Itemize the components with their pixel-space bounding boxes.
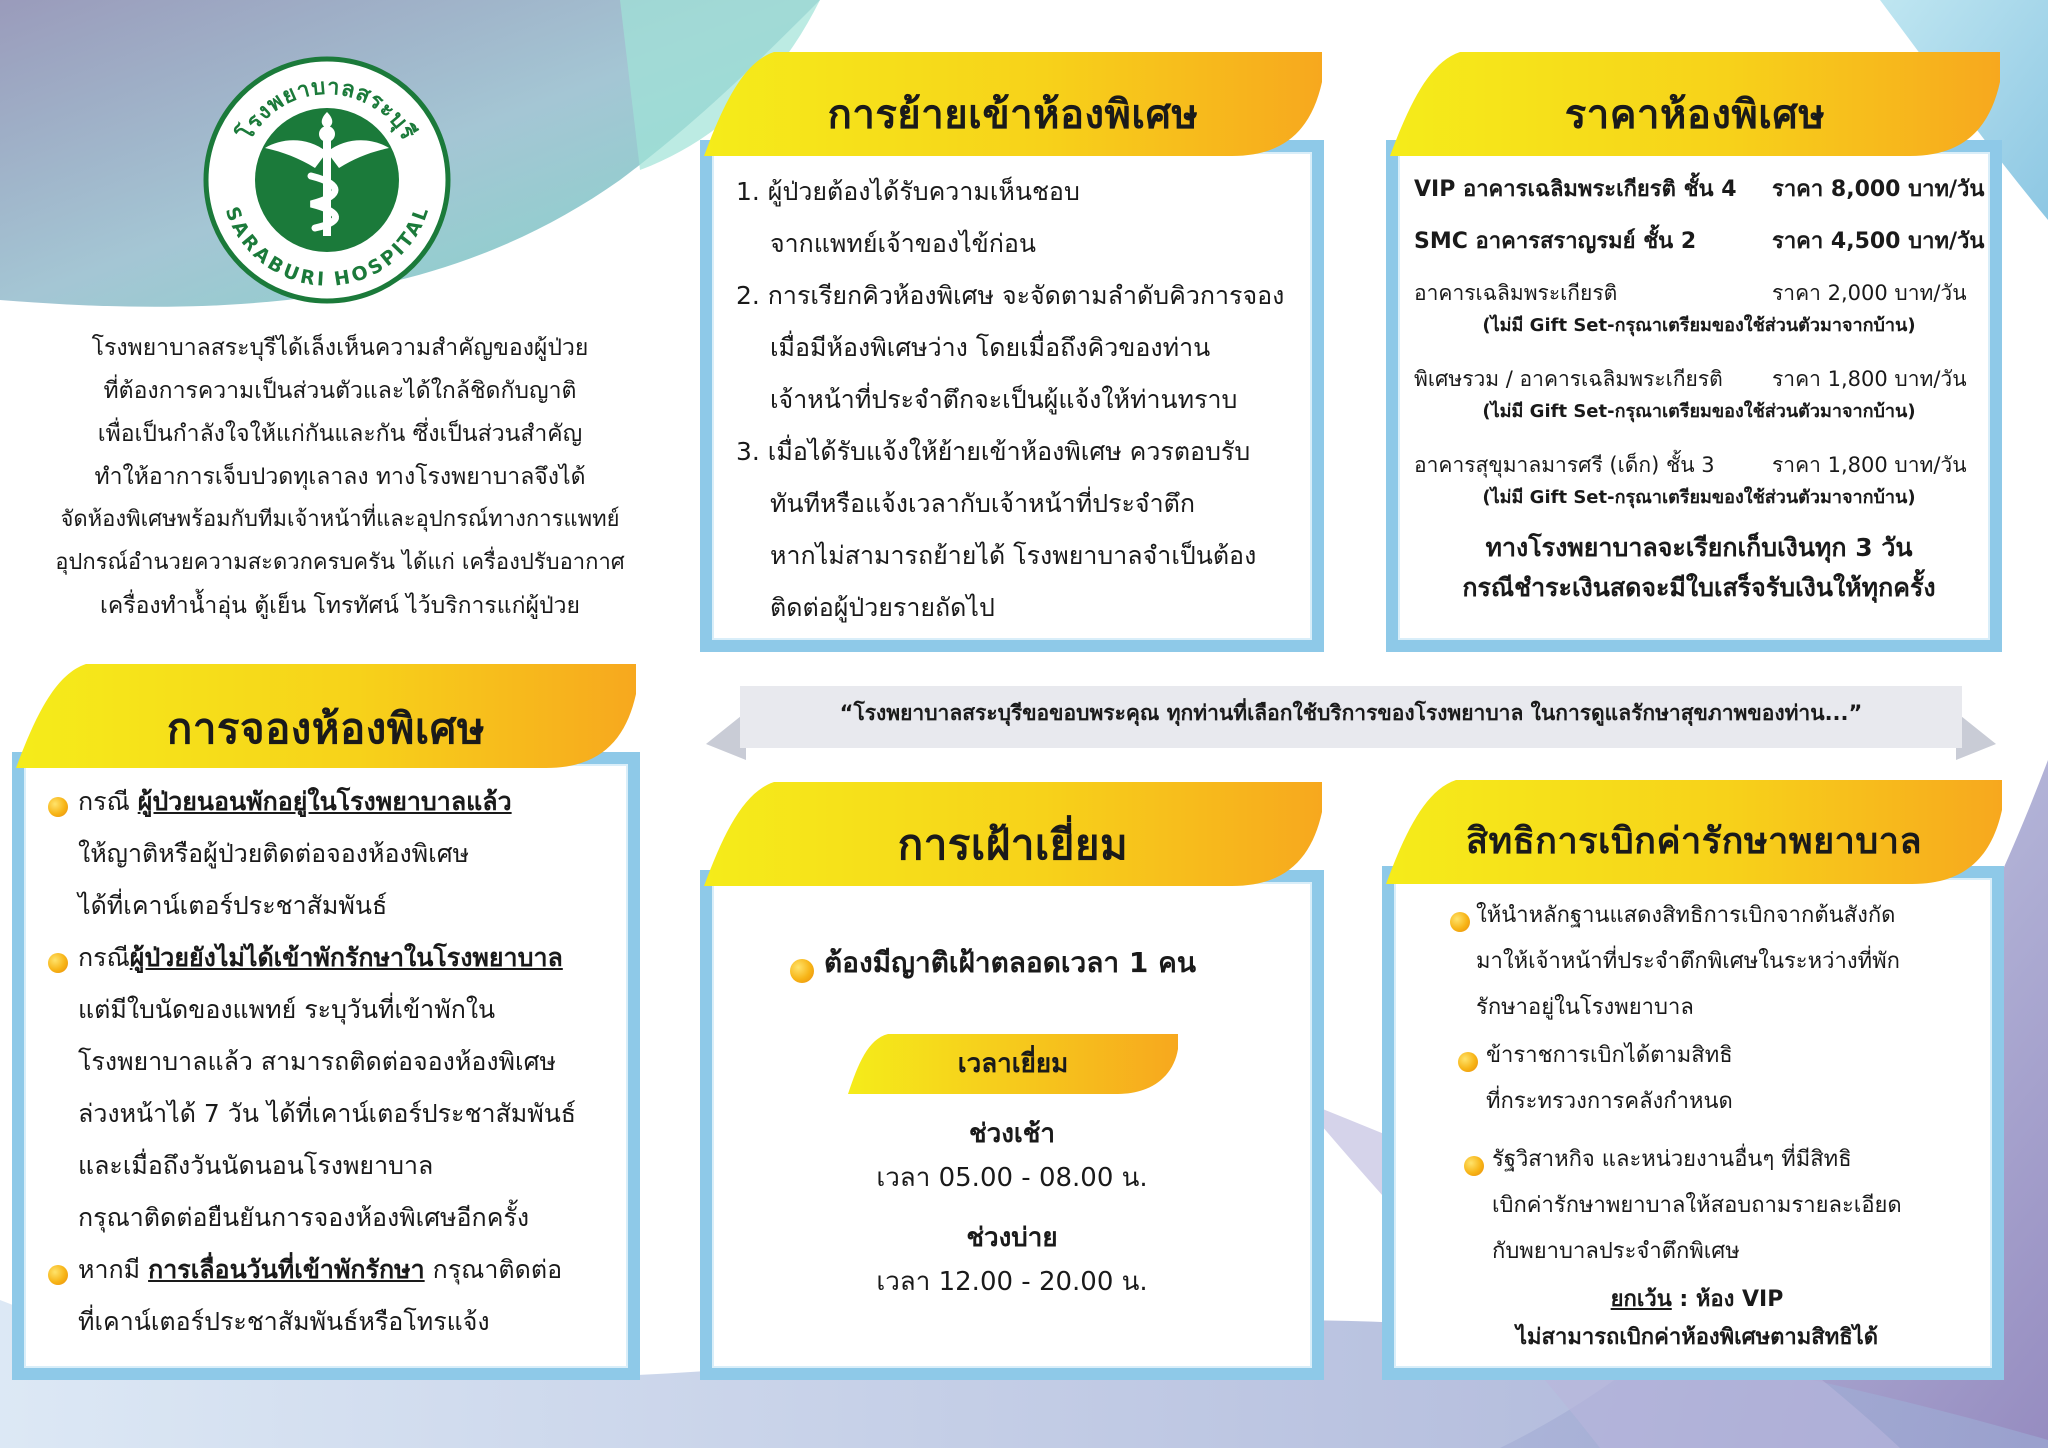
rights-line: ให้นำหลักฐานแสดงสิทธิการเบิกจากต้นสังกัด: [1476, 903, 1896, 928]
moving-line: ติดต่อผู้ป่วยรายถัดไป: [770, 593, 995, 622]
visit-morning-label: ช่วงเช้า: [968, 1119, 1056, 1149]
booking-item-2-emphasis: ผู้ป่วยยังไม่ได้เข้าพักรักษาในโรงพยาบาล: [129, 943, 563, 972]
rights-exception: ยกเว้น : ห้อง VIP: [1610, 1287, 1784, 1312]
moving-line: ทันทีหรือแจ้งเวลากับเจ้าหน้าที่ประจำตึก: [770, 489, 1195, 518]
price-row-price: ราคา 1,800 บาท/วัน: [1772, 367, 1967, 391]
booking-line: ที่เคาน์เตอร์ประชาสัมพันธ์หรือโทรแจ้ง: [78, 1307, 490, 1336]
visit-hours-label: เวลาเยี่ยม: [957, 1049, 1069, 1079]
booking-content: [40, 780, 630, 1340]
bullet-icon: [48, 953, 68, 973]
booking-line: โรงพยาบาลแล้ว สามารถติดต่อจองห้องพิเศษ: [78, 1047, 556, 1076]
rights-line: ข้าราชการเบิกได้ตามสิทธิ: [1486, 1043, 1733, 1068]
price-row-price: ราคา 1,800 บาท/วัน: [1772, 453, 1967, 477]
visit-title: การเฝ้าเยี่ยม: [897, 820, 1129, 869]
bullet-icon: [1458, 1052, 1478, 1072]
price-row-name: VIP อาคารเฉลิมพระเกียรติ ชั้น 4: [1414, 177, 1737, 202]
svg-text:SARABURI HOSPITAL: [221, 204, 434, 291]
moving-line: เจ้าหน้าที่ประจำตึกจะเป็นผู้แจ้งให้ท่านทราบ: [770, 385, 1238, 414]
thank-you-text: “โรงพยาบาลสระบุรีขอขอบพระคุณ ทุกท่านที่เลือกใช้บริการของโรงพยาบาล ในการดูแลรักษาสุขภาพของท่าน...”: [839, 701, 1863, 725]
price-row-price: ราคา 4,500 บาท/วัน: [1772, 229, 1985, 254]
visit-afternoon-label: ช่วงบ่าย: [966, 1223, 1058, 1253]
bullet-icon: [48, 797, 68, 817]
moving-line: เมื่อมีห้องพิเศษว่าง โดยเมื่อถึงคิวของท่าน: [770, 333, 1211, 362]
moving-line: จากแพทย์เจ้าของไข้ก่อน: [770, 229, 1036, 258]
booking-line: และเมื่อถึงวันนัดนอนโรงพยาบาล: [78, 1151, 434, 1180]
moving-banner: [704, 52, 1322, 156]
price-row-note: (ไม่มี Gift Set-กรุณาเตรียมของใช้ส่วนตัวมาจากบ้าน): [1482, 401, 1916, 422]
price-row-price: ราคา 2,000 บาท/วัน: [1772, 281, 1967, 305]
logo-text-top: โรงพยาบาลสระบุรี: [233, 74, 421, 145]
booking-item-3: หากมี การเลื่อนวันที่เข้าพักรักษา กรุณาติดต่อ: [78, 1255, 563, 1284]
visit-banner: [704, 782, 1322, 886]
intro-line: ที่ต้องการความเป็นส่วนตัวและได้ใกล้ชิดกับญาติ: [103, 378, 577, 404]
price-row-note: (ไม่มี Gift Set-กรุณาเตรียมของใช้ส่วนตัวมาจากบ้าน): [1482, 315, 1916, 336]
price-banner: [1390, 52, 2000, 156]
rights-line: เบิกค่ารักษาพยาบาลให้สอบถามรายละเอียด: [1492, 1193, 1902, 1218]
intro-line: ทำให้อาการเจ็บปวดทุเลาลง ทางโรงพยาบาลจึงได้: [94, 464, 586, 490]
moving-line: หากไม่สามารถย้ายได้ โรงพยาบาลจำเป็นต้อง: [770, 541, 1257, 570]
booking-line: แต่มีใบนัดของแพทย์ ระบุวันที่เข้าพักใน: [78, 995, 496, 1024]
moving-content: [730, 170, 1310, 640]
booking-item-1-emphasis: ผู้ป่วยนอนพักอยู่ในโรงพยาบาลแล้ว: [137, 787, 512, 816]
intro-line: โรงพยาบาลสระบุรีได้เล็งเห็นความสำคัญของผู้ป่วย: [91, 335, 589, 361]
price-row-note: (ไม่มี Gift Set-กรุณาเตรียมของใช้ส่วนตัวมาจากบ้าน): [1482, 487, 1916, 508]
bullet-icon: [790, 959, 814, 983]
intro-line: เครื่องทำน้ำอุ่น ตู้เย็น โทรทัศน์ ไว้บริการแก่ผู้ป่วย: [99, 593, 581, 619]
visit-morning-time: เวลา 05.00 - 08.00 น.: [876, 1163, 1148, 1193]
rights-line: ที่กระทรวงการคลังกำหนด: [1486, 1089, 1733, 1114]
rights-title: สิทธิการเบิกค่ารักษาพยาบาล: [1465, 821, 1923, 862]
price-row-price: ราคา 8,000 บาท/วัน: [1772, 177, 1985, 202]
hospital-logo: [203, 56, 451, 304]
moving-line: 3. เมื่อได้รับแจ้งให้ย้ายเข้าห้องพิเศษ ควรตอบรับ: [736, 437, 1251, 466]
intro-line: เพื่อเป็นกำลังใจให้แก่กันและกัน ซึ่งเป็นส่วนสำคัญ: [97, 421, 583, 447]
visit-content: [712, 900, 1312, 1370]
price-title: ราคาห้องพิเศษ: [1564, 92, 1826, 138]
intro-section: [30, 312, 650, 642]
rights-line: กับพยาบาลประจำตึกพิเศษ: [1492, 1239, 1740, 1264]
price-footer-line: ทางโรงพยาบาลจะเรียกเก็บเงินทุก 3 วัน: [1485, 533, 1913, 562]
svg-text:โรงพยาบาลสระบุรี: [231, 75, 421, 146]
intro-line: อุปกรณ์อำนวยความสะดวกครบครัน ได้แก่ เครื่องปรับอากาศ: [55, 550, 625, 575]
visit-rule: ต้องมีญาติเฝ้าตลอดเวลา 1 คน: [824, 946, 1196, 979]
rights-line: รัฐวิสาหกิจ และหน่วยงานอื่นๆ ที่มีสิทธิ: [1492, 1147, 1852, 1172]
visit-hours-tag: [848, 1034, 1178, 1094]
rights-content: [1402, 896, 1992, 1366]
booking-item-3-emphasis: การเลื่อนวันที่เข้าพักรักษา: [148, 1255, 425, 1284]
rights-line: รักษาอยู่ในโรงพยาบาล: [1476, 995, 1694, 1020]
moving-line: 2. การเรียกคิวห้องพิเศษ จะจัดตามลำดับคิวการจอง: [736, 281, 1285, 310]
thank-you-ribbon: [706, 682, 1996, 760]
intro-line: จัดห้องพิเศษพร้อมกับทีมเจ้าหน้าที่และอุปกรณ์ทางการแพทย์: [60, 507, 620, 532]
price-row-name: พิเศษรวม / อาคารเฉลิมพระเกียรติ: [1414, 367, 1723, 391]
rights-banner: [1386, 780, 2002, 884]
booking-banner: [16, 664, 636, 768]
booking-item-1: กรณี ผู้ป่วยนอนพักอยู่ในโรงพยาบาลแล้ว: [78, 787, 512, 816]
rights-exception-note: ไม่สามารถเบิกค่าห้องพิเศษตามสิทธิได้: [1515, 1325, 1878, 1350]
bullet-icon: [1464, 1156, 1484, 1176]
bullet-icon: [1450, 912, 1470, 932]
logo-text-bottom: SARABURI HOSPITAL: [220, 203, 434, 291]
rights-exception-label: ยกเว้น: [1610, 1287, 1672, 1312]
booking-item-2: กรณีผู้ป่วยยังไม่ได้เข้าพักรักษาในโรงพยาบาล: [78, 943, 563, 972]
price-content: [1408, 170, 1990, 640]
visit-afternoon-time: เวลา 12.00 - 20.00 น.: [876, 1267, 1148, 1297]
moving-line: 1. ผู้ป่วยต้องได้รับความเห็นชอบ: [736, 177, 1080, 206]
bullet-icon: [48, 1265, 68, 1285]
booking-line: ให้ญาติหรือผู้ป่วยติดต่อจองห้องพิเศษ: [78, 839, 470, 868]
booking-line: ล่วงหน้าได้ 7 วัน ได้ที่เคาน์เตอร์ประชาสัมพันธ์: [78, 1099, 577, 1128]
moving-title: การย้ายเข้าห้องพิเศษ: [827, 92, 1199, 138]
price-footer-line: กรณีชำระเงินสดจะมีใบเสร็จรับเงินให้ทุกครั้ง: [1462, 573, 1936, 602]
rights-line: มาให้เจ้าหน้าที่ประจำตึกพิเศษในระหว่างที่พัก: [1476, 949, 1900, 974]
price-row-name: อาคารสุขุมาลมารศรี (เด็ก) ชั้น 3: [1414, 453, 1715, 477]
booking-title: การจองห้องพิเศษ: [166, 704, 486, 753]
price-row-name: อาคารเฉลิมพระเกียรติ: [1414, 281, 1618, 305]
booking-line: ได้ที่เคาน์เตอร์ประชาสัมพันธ์: [78, 891, 388, 920]
price-row-name: SMC อาคารสราญรมย์ ชั้น 2: [1414, 229, 1697, 254]
booking-line: กรุณาติดต่อยืนยันการจองห้องพิเศษอีกครั้ง: [78, 1203, 530, 1232]
